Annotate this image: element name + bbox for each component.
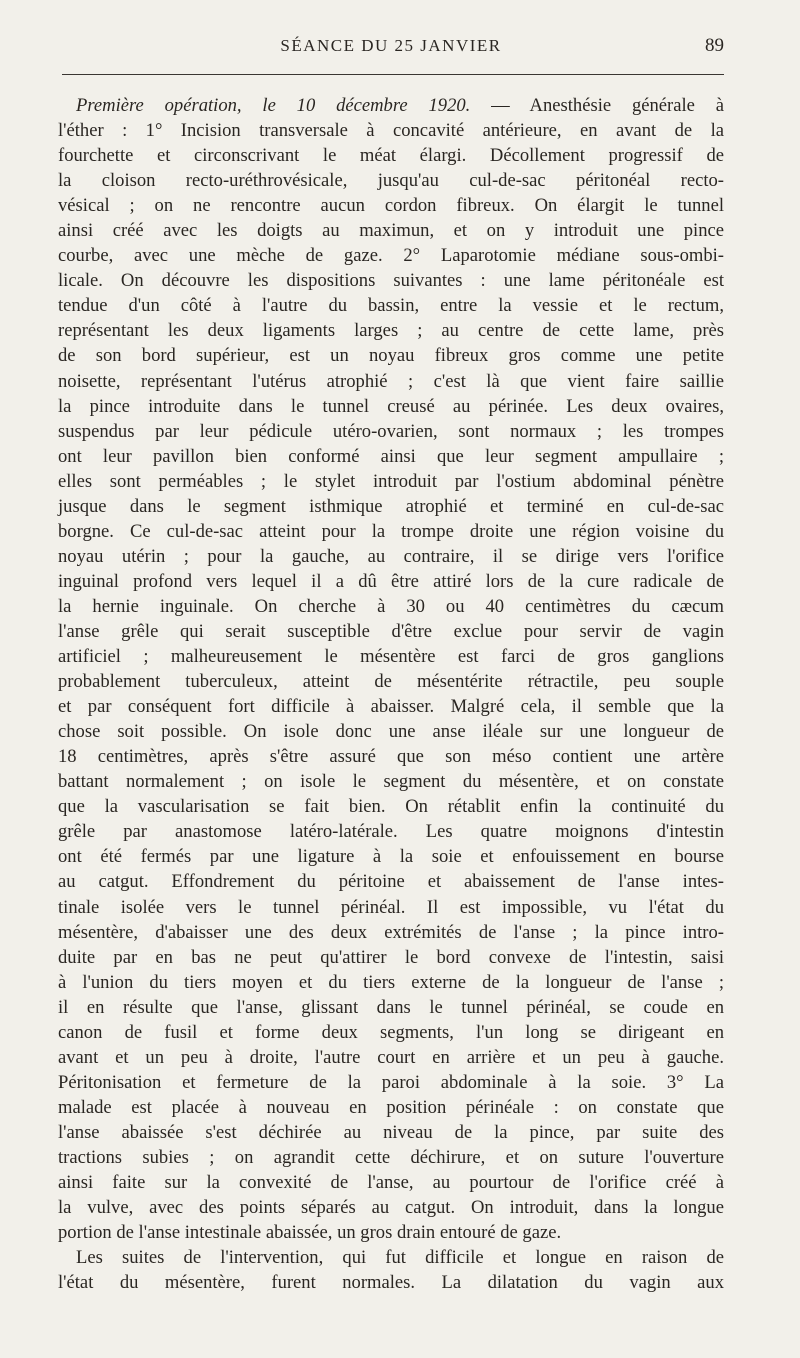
text-line: ainsi faite sur la convexité de l'anse, au pourtour de l'orifice créé à xyxy=(58,1172,724,1194)
paragraph-lines xyxy=(58,118,724,1220)
text-line: Péritonisation et fermeture de la paroi abdominale à la soie. 3° La xyxy=(58,1071,724,1093)
text-line: représentant les deux ligaments larges ; au centre de cette lame, près xyxy=(58,320,724,342)
text-line: à l'union du tiers moyen et du tiers externe de la longueur de l'anse ; xyxy=(58,971,724,993)
text-line: mésentère, d'abaisser une des deux extrémités de l'anse ; la pince intro- xyxy=(58,921,724,943)
text-line: ainsi créé avec les doigts au maximun, et on y introduit une pince xyxy=(58,220,724,242)
text-line: grêle par anastomose latéro-latérale. Les quatre moignons d'intestin xyxy=(58,821,724,843)
text-line: canon de fusil et forme deux segments, l'un long se dirigeant en xyxy=(58,1021,724,1043)
body-text xyxy=(58,93,724,1295)
text-line: Les suites de l'intervention, qui fut difficile et longue en raison de xyxy=(76,1247,724,1269)
running-title: SÉANCE DU 25 JANVIER xyxy=(280,36,502,55)
text-line: ont leur pavillon bien conformé ainsi que leur segment ampullaire ; xyxy=(58,445,724,467)
text-line: inguinal profond vers lequel il a dû être attiré lors de la cure radicale de xyxy=(58,570,724,592)
running-head xyxy=(58,34,724,58)
text-line: la cloison recto-uréthrovésicale, jusqu'au cul-de-sac péritonéal recto- xyxy=(58,170,724,192)
text-line: au catgut. Effondrement du péritoine et abaissement de l'anse intes- xyxy=(58,871,724,893)
text-line: probablement tuberculeux, atteint de mésentérite rétractile, peu souple xyxy=(58,671,724,693)
text-line: la hernie inguinale. On cherche à 30 ou 40 centimètres du cæcum xyxy=(58,595,724,617)
text-line: artificiel ; malheureusement le mésentère est farci de gros ganglions xyxy=(58,646,724,668)
text-line: que la vascularisation se fait bien. On rétablit enfin la continuité du xyxy=(58,796,724,818)
text-line: borgne. Ce cul-de-sac atteint pour la trompe droite une région voisine du xyxy=(58,520,724,542)
text-line: noyau utérin ; pour la gauche, au contraire, il se dirige vers l'orifice xyxy=(58,545,724,567)
text-line: la pince introduite dans le tunnel creusé au périnée. Les deux ovaires, xyxy=(58,395,724,417)
text-line: malade est placée à nouveau en position périnéale : on constate que xyxy=(58,1096,724,1118)
text-line: 18 centimètres, après s'être assuré que son méso contient une artère xyxy=(58,746,724,768)
text-line: duite par en bas ne peut qu'attirer le bord convexe de l'intestin, saisi xyxy=(58,946,724,968)
text-line xyxy=(58,93,724,118)
text-line: licale. On découvre les dispositions suivantes : une lame péritonéale est xyxy=(58,270,724,292)
text-line: l'anse grêle qui serait susceptible d'être exclue pour servir de vagin xyxy=(58,620,724,642)
first-line-rest: — Anesthésie générale à xyxy=(470,95,724,116)
text-line: tractions subies ; on agrandit cette déchirure, et on suture l'ouverture xyxy=(58,1146,724,1168)
text-line: ont été fermés par une ligature à la soie et enfouissement en bourse xyxy=(58,846,724,868)
header-rule xyxy=(62,74,724,75)
text-line: l'éther : 1° Incision transversale à concavité antérieure, en avant de la xyxy=(58,120,724,142)
text-line: chose soit possible. On isole donc une anse iléale sur une longueur de xyxy=(58,721,724,743)
text-line: fourchette et circonscrivant le méat élargi. Décollement progressif de xyxy=(58,145,724,167)
text-line: la vulve, avec des points séparés au catgut. On introduit, dans la longue xyxy=(58,1197,724,1219)
text-line: noisette, représentant l'utérus atrophié ; c'est là que vient faire saillie xyxy=(58,370,724,392)
text-line: suspendus par leur pédicule utéro-ovarien, sont normaux ; les trompes xyxy=(58,420,724,442)
text-line: tendue d'un côté à l'autre du bassin, entre la vessie et le rectum, xyxy=(58,295,724,317)
text-line: tinale isolée vers le tunnel périnéal. Il est impossible, vu l'état du xyxy=(58,896,724,918)
operation-heading: Première opération, le 10 décembre 1920. xyxy=(76,95,471,116)
text-line: courbe, avec une mèche de gaze. 2° Laparotomie médiane sous-ombi- xyxy=(58,245,724,267)
text-line: jusque dans le segment isthmique atrophié et terminé en cul-de-sac xyxy=(58,495,724,517)
text-line: de son bord supérieur, est un noyau fibreux gros comme une petite xyxy=(58,345,724,367)
page-number: 89 xyxy=(705,35,724,56)
text-line: il en résulte que l'anse, glissant dans le tunnel périnéal, se coude en xyxy=(58,996,724,1018)
text-line: avant et un peu à droite, l'autre court en arrière et un peu à gauche. xyxy=(58,1046,724,1068)
text-line: vésical ; on ne rencontre aucun cordon fibreux. On élargit le tunnel xyxy=(58,195,724,217)
text-line: l'état du mésentère, furent normales. La dilatation du vagin aux xyxy=(58,1272,724,1294)
text-line: elles sont perméables ; le stylet introduit par l'ostium abdominal pénètre xyxy=(58,470,724,492)
second-paragraph xyxy=(58,1245,724,1295)
text-line: et par conséquent fort difficile à abaisser. Malgré cela, il semble que la xyxy=(58,696,724,718)
text-line: battant normalement ; on isole le segment du mésentère, et on constate xyxy=(58,771,724,793)
text-line: l'anse abaissée s'est déchirée au niveau de la pince, par suite des xyxy=(58,1121,724,1143)
paragraph-end-line: portion de l'anse intestinale abaissée, un gros drain entouré de gaze. xyxy=(58,1222,562,1244)
